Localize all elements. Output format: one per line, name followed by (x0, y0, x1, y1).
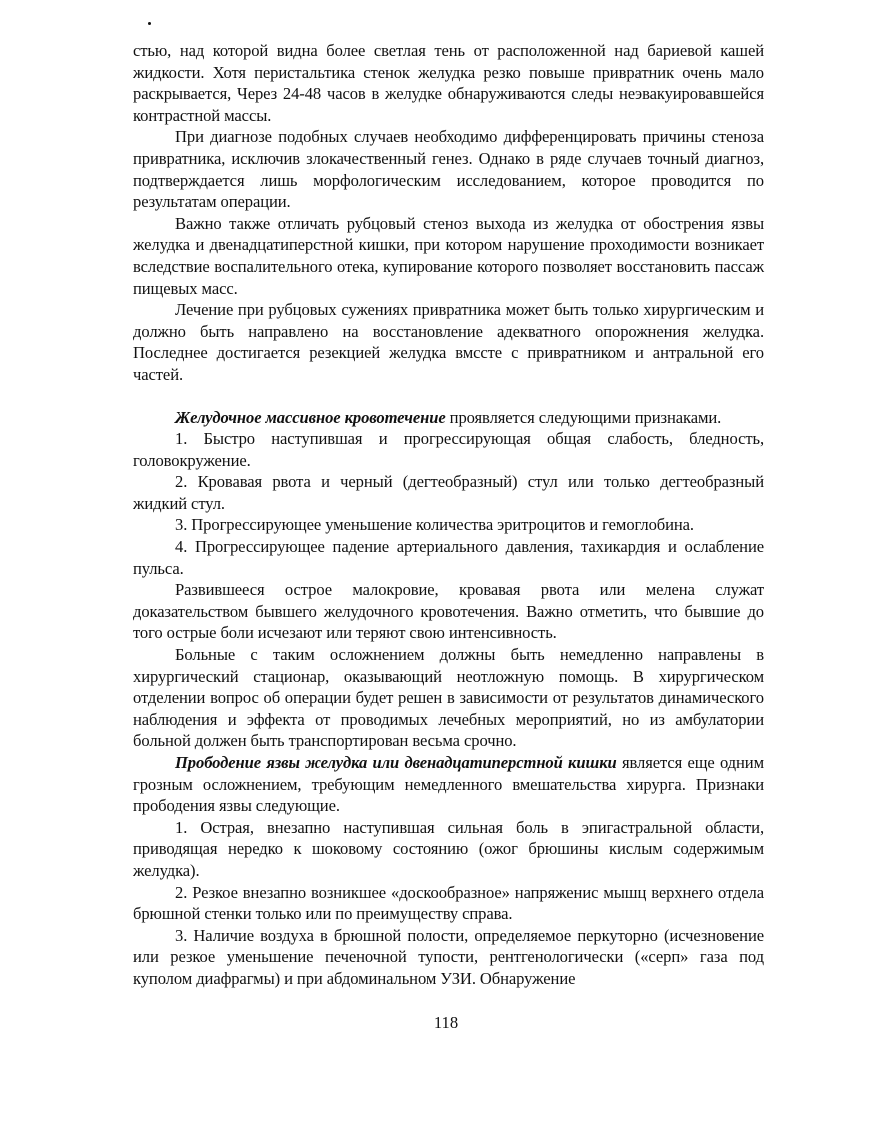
page-number: 118 (433, 1013, 459, 1032)
paragraph-bleeding-heading (133, 407, 764, 429)
heading-bleeding: Желудочное массивное кровотечение (175, 407, 446, 427)
bleeding-sign-1: 1. Быстро наступившая и прогрессирующая общая слабость, бледность, головокружение. (133, 429, 764, 470)
bleeding-sign-4: 4. Прогрессирующее падение артериального давления, тахикардия и ослабление пульса. (133, 537, 764, 578)
perforation-sign-2: 2. Резкое внезапно возникшее «доскообразное» напряженис мышц верхнего отдела брюшной стенки только или по преимуществу справа. (133, 882, 764, 924)
paragraph-hospital: Больные с таким осложнением должны быть немедленно направлены в хирургический стационар, оказывающий неотложную помощь. В хирургическом отделении вопрос об операции будет решен в зависимости от результатов динамического наблюдения и эффекта от проводимых лечебных мероприятий, но из амбулатории больной должен быть транспортирован весьма срочно. (133, 645, 764, 751)
bleeding-sign-2: 2. Кровавая рвота и черный (дегтеобразный) стул или только дегтеобразный жидкий стул. (133, 472, 764, 513)
paragraph-differentiation: Важно также отличать рубцовый стеноз выхода из желудка от обострения язвы желудка и двенадцатиперстной кишки, при котором нарушение проходимости возникает вследствие воспалительного отека, купирование которого позволяет восстановить пассаж пищевых масс. (133, 213, 764, 298)
perforation-sign-3: 3. Наличие воздуха в брюшной полости, определяемое перкуторно (исчезновение или резкое уменьшение печеночной тупости, рентгенологически («серп» газа под куполом диафрагмы) и при абдоминальном УЗИ. Обнаружение (133, 925, 764, 988)
perforation-sign-1: 1. Острая, внезапно наступившая сильная боль в эпигастральной области, приводящая нередко к шоковому состоянию (ожог брюшины кислым содержимым желудка). (133, 817, 764, 880)
heading-perforation-rest: является еще одним грозным осложнением, требующим немедленного вмешательства хирурга. Признаки прободения язвы следующие. (133, 753, 764, 816)
page-body (133, 40, 764, 990)
heading-bleeding-rest: проявляется следующими признаками. (445, 407, 722, 427)
paragraph-diagnosis: При диагнозе подобных случаев необходимо дифференцировать причины стеноза привратника, исключив злокачественный генез. Однако в ряде случаев точный диагноз, подтверждается лишь морфологическим исследованием, которое проводится по результатам операции. (133, 127, 764, 212)
bleeding-sign-3: 3. Прогрессирующее уменьшение количества эритроцитов и гемоглобина. (175, 515, 694, 535)
scan-speck (148, 22, 151, 25)
heading-perforation: Прободение язвы желудка или двенадцатиперстной кишки (175, 753, 617, 772)
paragraph-anemia: Развившееся острое малокровие, кровавая рвота или мелена служат доказательством бывшего желудочного кровотечения. Важно отметить, что бывшие до того острые боли исчезают или теряют свою интенсивность. (133, 580, 764, 643)
paragraph-perforation-heading (133, 752, 764, 817)
paragraph-continued: стью, над которой видна более светлая тень от расположенной над бариевой кашей жидкости. Хотя перистальтика стенок желудка резко повышe привратник очень мало раскрывается, Через 24-48 часов в желудке обнаруживаются следы нeэвакуировавшейся контрастной массы. (133, 41, 764, 125)
paragraph-treatment: Лечение при рубцовых сужениях привратника может быть только хирургическим и должно быть направлено на восстановление адекватного опорожнения желудка. Последнее достигается резекцией желудка вмсcте с привратником и антральной его частей. (133, 300, 764, 384)
